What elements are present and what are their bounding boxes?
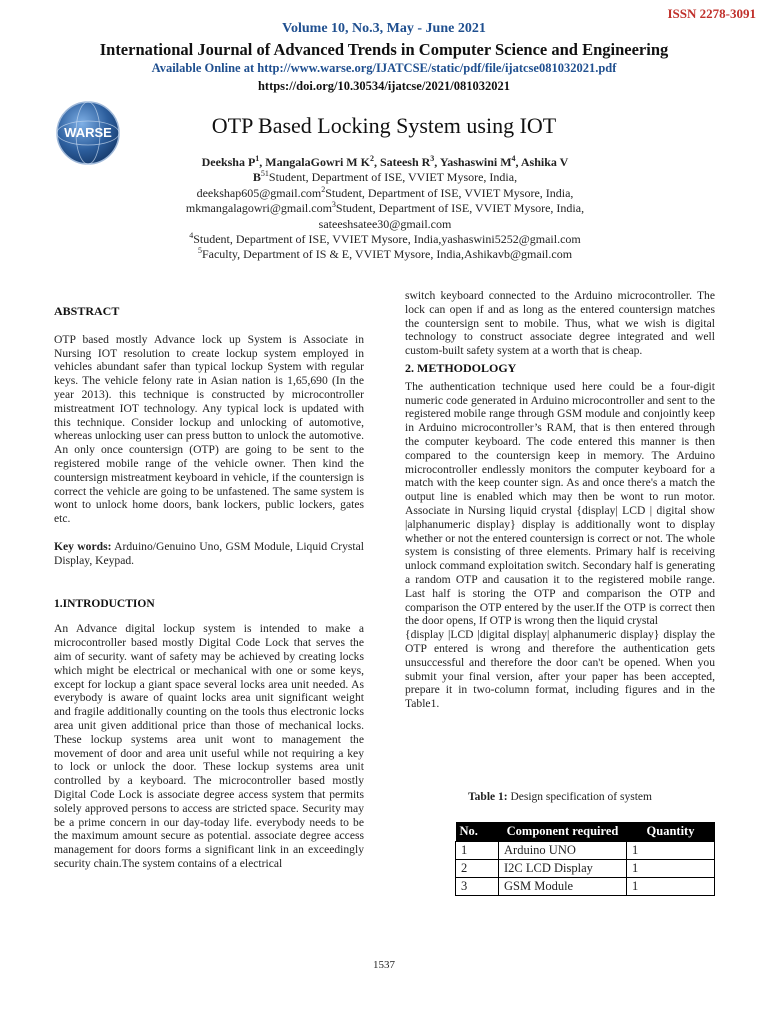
affil-6-text: Faculty, Department of IS & E, VVIET Mysore, India,Ashikavb@gmail.com [201,247,573,262]
intro-heading: 1.INTRODUCTION [54,597,155,610]
table-cell-component: Arduino UNO [499,842,627,860]
email-2[interactable]: mkmangalagowri@gmail.com [185,201,332,216]
paper-title: OTP Based Locking System using IOT [211,113,557,138]
affil-2-text: Student, Department of ISE, VVIET Mysore, India, [325,185,574,200]
table-header-component: Component required [499,822,627,842]
table-caption-text: Design specification of system [507,791,652,803]
keywords-paragraph [54,540,364,568]
affiliation-line-5 [150,232,620,247]
table-cell-no: 1 [456,842,499,860]
author-1: Deeksha P [201,155,256,169]
author-2-sup: 2 [369,154,374,163]
table-cell-quantity: 1 [627,878,715,896]
journal-name: International Journal of Advanced Trends in Computer Science and Engineering [99,40,669,59]
table-header-row [456,822,715,842]
table-caption-label: Table 1: [468,791,508,803]
affil-5-text: Student, Department of ISE, VVIET Mysore, India,yashaswini5252@gmail.com [193,232,581,247]
author-5-sup: 5 [260,169,265,179]
affil-3-text: Student, Department of ISE, VVIET Mysore, India, [335,201,585,216]
table-cell-quantity: 1 [627,842,715,860]
affiliation-line-3 [150,201,620,216]
journal-volume: Volume 10, No.3, May - June 2021 [282,21,486,36]
right-para-1: switch keyboard connected to the Arduino microcontroller. The lock can open if and as long as the entered countersign matches the countersign sent to mobile. Thus, what we wish is digital technology to construct associate degree integrated and well custom-built safety system at a worth that is cheap. [405,289,715,358]
design-spec-table [455,822,715,896]
affil-1-sup: 1 [264,169,269,179]
author-3-sup: 3 [430,154,435,163]
table-row [456,842,715,860]
table-row [456,878,715,896]
table-row [456,860,715,878]
doi-link[interactable]: https://doi.org/10.30534/ijatcse/2021/081032021 [257,79,511,93]
author-2: , MangalaGowri M K [259,155,370,169]
author-4: , Yashaswini M [434,155,512,169]
keywords-label: Key words: [54,539,112,553]
author-5: , Ashika V [515,155,569,169]
methodology-text-2: {display |LCD |digital display| alphanumeric display} display the OTP entered is wrong and therefore the authentication gets unsuccessful and therefore the door can't be opened. When you submit your final version, after your paper has been accepted, prepare it in two-column format, including figures and in the Table1. [405,628,715,711]
affiliation-line-1 [150,170,620,185]
methodology-heading: 2. METHODOLOGY [405,360,517,375]
page-number: 1537 [373,959,395,971]
left-column [54,305,364,871]
email-1[interactable]: deekshap605@gmail.com [196,185,322,200]
methodology-text: The authentication technique used here could be a four-digit numeric code generated in Arduino microcontroller and sent to the registered mobile range through GSM module and conjointly keep in Arduino microcontroller’s RAM, that is then entered through the computer keyboard. The code entered this manner is then compared to the countersign keep in memory. The Arduino microcontroller endlessly monitors the computer keyboard for a match with the keep counter sign. As and once there's a match the output line is enabled which may then be wont to run motor. Associate in Nursing liquid crystal {display| LCD | digital show |alphanumeric display} display is additionally wont to display whether or not the entered countersign is correct or not. The whole system is consisting of three elements. Primary half is receiving unlock command exploitation switch. Secondary half is generating a random OTP and causation it to the registered mobile range. Last half is storing the OTP and comparison the OTP and comparison the OTP entered by the user.If the OTP is correct then the door opens, If OTP is wrong then the liquid crystal [405,379,715,628]
table-cell-component: I2C LCD Display [499,860,627,878]
author-1-sup: 1 [255,154,260,163]
table-cell-component: GSM Module [499,878,627,896]
table-header-no: No. [456,822,499,842]
affil-3-sup: 3 [331,200,336,210]
table-cell-no: 2 [456,860,499,878]
table-cell-no: 3 [456,878,499,896]
affiliation-line-2 [150,186,620,201]
author-3: , Sateesh R [373,155,431,169]
affil-5-sup: 4 [189,231,194,241]
author-4-sup: 4 [511,154,516,163]
right-column [405,289,715,711]
affil-1-text: Student, Department of ISE, VVIET Mysore, India, [268,170,518,185]
affiliation-line-6 [150,247,620,262]
table-caption [405,791,715,803]
author-5-tail: B [252,170,261,185]
online-url[interactable]: Available Online at http://www.warse.org/IJATCSE/static/pdf/file/ijatcse081032021.pdf [151,61,617,75]
table-cell-quantity: 1 [627,860,715,878]
table-header-quantity: Quantity [627,822,715,842]
affil-6-sup: 5 [197,246,202,256]
intro-text: An Advance digital lockup system is intended to make a microcontroller based mostly Digital Code Lock that serves the aim of security. want of safety may be achieved by creating locks which might be electrical or mechanical with one or some keys, except for lockup a giant space several locks area unit needed. As everybody is aware of quaint locks area unit significant weight and fragile additionally counting on the tools thus electronic locks area unit given additional price than those of mechanical locks. These lockup systems area unit wont to management the movement of door and area unit useful while not requiring a key to lock or unlock the door. These lockup systems area unit controlled by a keyboard. The microcontroller based mostly Digital Code Lock is associate degree access system that permits solely approved persons to access are stricted space. Security may be a prime concern in our day-today life. everybody needs to be the maximum amount secure as potential. associate degree access management for doors forms a significant link in an exceedingly security chain.The system contains of a electrical [54,622,364,870]
abstract-text: OTP based mostly Advance lock up System is Associate in Nursing IOT resolution to create lockup system employed in vehicles abundant safer than typical lockup System with regular keys. The vehicle felony rate in Asian nation is 1,65,690 (In the year 2013). this technique is constructed by microcontroller mistreatment IOT technology. Any typical lock is updated with this technique. Consider lockup and unlocking of automotive, whereas unlocking user can press button to unlock the automotive. An only once countersign (OTP) are going to be sent to the registered mobile range of the vehicle owner. Then kind the countersign mistreatment keyboard in vehicle, if the countersign is correct the vehicle are going to be unfastened. The same system is wont to unlock home doors, bank lockers, public lockers, gates etc. [54,332,364,526]
affiliation-line-4[interactable]: sateeshsatee30@gmail.com [318,216,452,231]
abstract-heading: ABSTRACT [54,304,120,318]
author-block [150,155,620,263]
issn-label: ISSN 2278-3091 [667,6,756,21]
logo-text: WARSE [64,125,112,140]
author-names [150,155,620,170]
affil-2-sup: 2 [321,184,326,194]
keywords-text: Arduino/Genuino Uno, GSM Module, Liquid Crystal Display, Keypad. [54,539,364,567]
